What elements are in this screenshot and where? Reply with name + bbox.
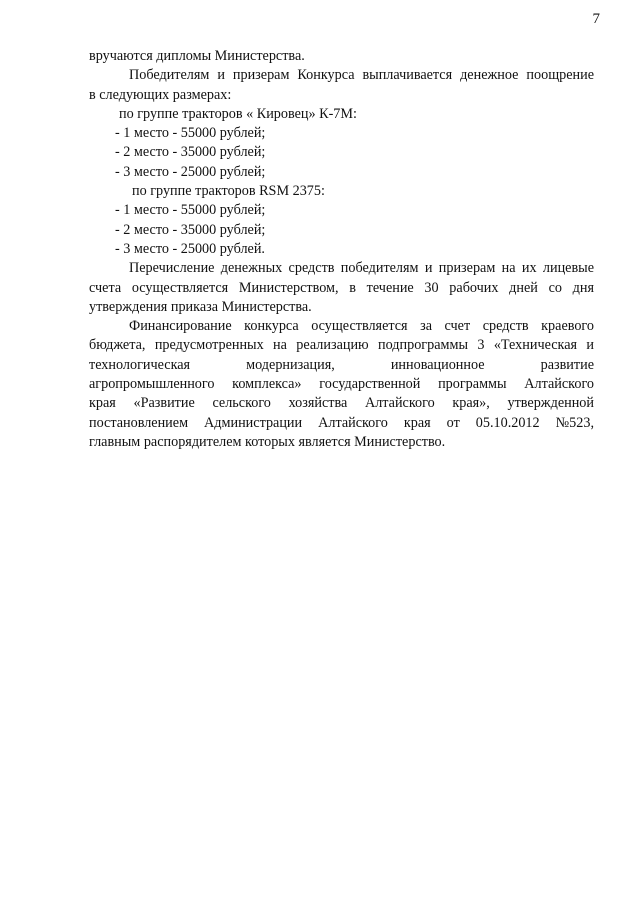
text-line: вручаются дипломы Министерства. [89, 48, 305, 64]
text-line: счета осуществляется Министерством, в течение 30 рабочих дней со дня [89, 279, 594, 296]
text-line: бюджета, предусмотренных на реализацию подпрограммы 3 «Техническая и [89, 337, 594, 354]
paragraph-first-line: Перечисление денежных средств победителям и призерам на их лицевые [129, 260, 594, 277]
text-line: постановлением Администрации Алтайского края от 05.10.2012 №523, [89, 414, 594, 431]
document-body [89, 47, 594, 452]
text-line: в следующих размерах: [89, 86, 232, 103]
prize-item: - 1 место - 55000 рублей; [115, 202, 266, 219]
text-line-justified: технологическая модернизация, инновационное развитие [89, 356, 594, 373]
text-line: края «Развитие сельского хозяйства Алтайского края», утвержденной [89, 395, 594, 412]
prize-item: - 2 место - 35000 рублей; [115, 144, 266, 161]
text-line: агропромышленного комплекса» государственной программы Алтайского [89, 376, 594, 393]
prize-item: - 2 место - 35000 рублей; [115, 221, 266, 238]
prize-item: - 3 место - 25000 рублей. [115, 240, 265, 257]
paragraph-first-line: Победителям и призерам Конкурса выплачивается денежное поощрение [129, 67, 594, 84]
text-line: утверждения приказа Министерства. [89, 298, 312, 315]
prize-item: - 3 место - 25000 рублей; [115, 163, 266, 180]
page-number: 7 [592, 11, 600, 27]
text-line: главным распорядителем которых является Министерство. [89, 433, 446, 450]
paragraph-first-line: Финансирование конкурса осуществляется за счет средств краевого [129, 318, 594, 335]
prize-item: - 1 место - 55000 рублей; [115, 125, 266, 142]
group-heading: по группе тракторов RSM 2375: [132, 183, 325, 200]
group-heading: по группе тракторов « Кировец» К-7М: [119, 105, 357, 122]
